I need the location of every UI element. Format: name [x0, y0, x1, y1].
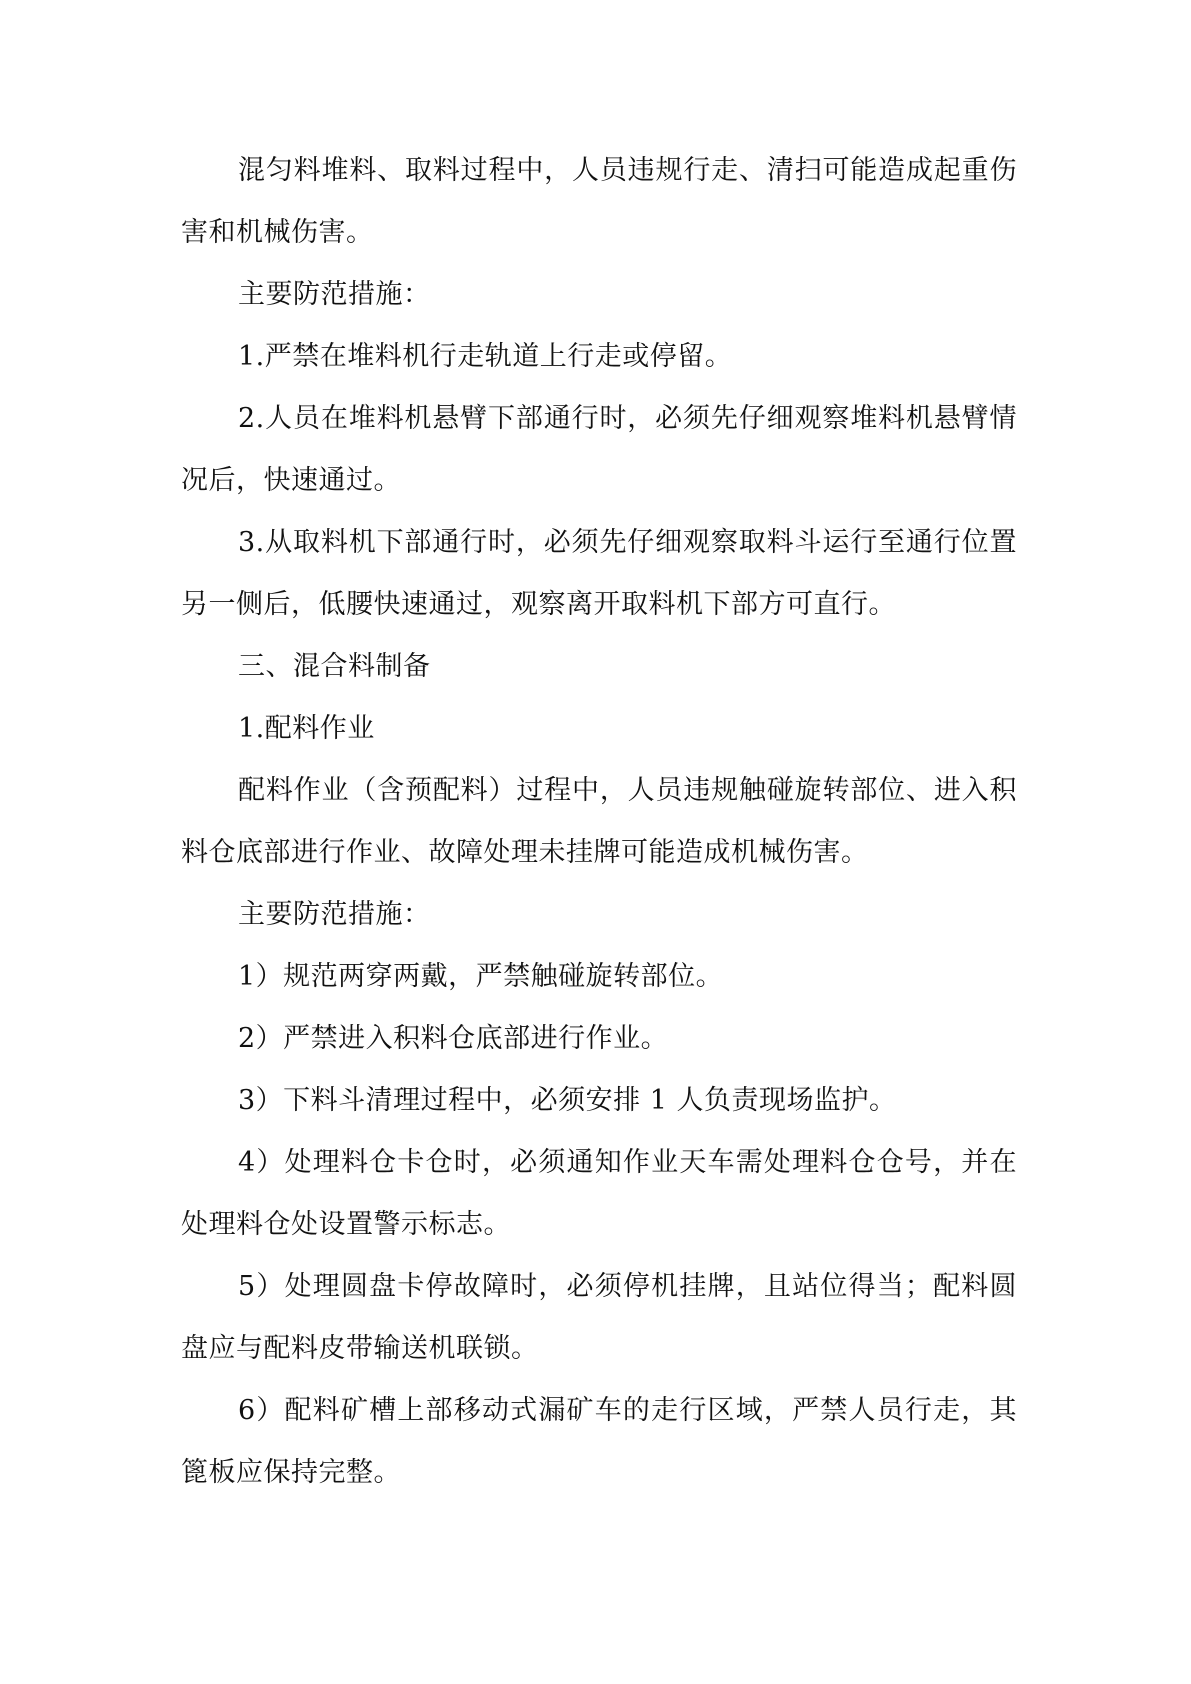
paragraph-batching-measure-5: 5）处理圆盘卡停故障时，必须停机挂牌，且站位得当；配料圆盘应与配料皮带输送机联锁。 [181, 1271, 1017, 1364]
paragraph-batching-measure-1: 1）规范两穿两戴，严禁触碰旋转部位。 [238, 961, 724, 992]
paragraph-batching-measure-6: 6）配料矿槽上部移动式漏矿车的走行区域，严禁人员行走，其篦板应保持完整。 [181, 1395, 1017, 1488]
paragraph-batching-measure-4: 4）处理料仓卡仓时，必须通知作业天车需处理料仓仓号，并在处理料仓处设置警示标志。 [181, 1147, 1017, 1240]
paragraph-measure-1: 1.严禁在堆料机行走轨道上行走或停留。 [238, 341, 733, 372]
paragraph-measure-2: 2.人员在堆料机悬臂下部通行时，必须先仔细观察堆料机悬臂情况后，快速通过。 [181, 403, 1017, 496]
paragraph-batching-measure-2: 2）严禁进入积料仓底部进行作业。 [238, 1023, 669, 1054]
section-heading-mixture-preparation: 三、混合料制备 [238, 651, 431, 682]
paragraph-measures-heading: 主要防范措施： [238, 279, 431, 310]
document-body [181, 140, 1017, 1504]
paragraph-measure-3: 3.从取料机下部通行时，必须先仔细观察取料斗运行至通行位置另一侧后，低腰快速通过，观察离开取料机下部方可直行。 [181, 527, 1017, 620]
paragraph-batching-measure-3: 3）下料斗清理过程中，必须安排 1 人负责现场监护。 [238, 1085, 897, 1116]
paragraph-hazard-batching: 配料作业（含预配料）过程中，人员违规触碰旋转部位、进入积料仓底部进行作业、故障处理未挂牌可能造成机械伤害。 [181, 775, 1017, 868]
paragraph-hazard-blending-yard: 混匀料堆料、取料过程中，人员违规行走、清扫可能造成起重伤害和机械伤害。 [181, 155, 1017, 248]
paragraph-measures-heading-2: 主要防范措施： [238, 899, 431, 930]
subsection-heading-batching: 1.配料作业 [238, 713, 375, 744]
